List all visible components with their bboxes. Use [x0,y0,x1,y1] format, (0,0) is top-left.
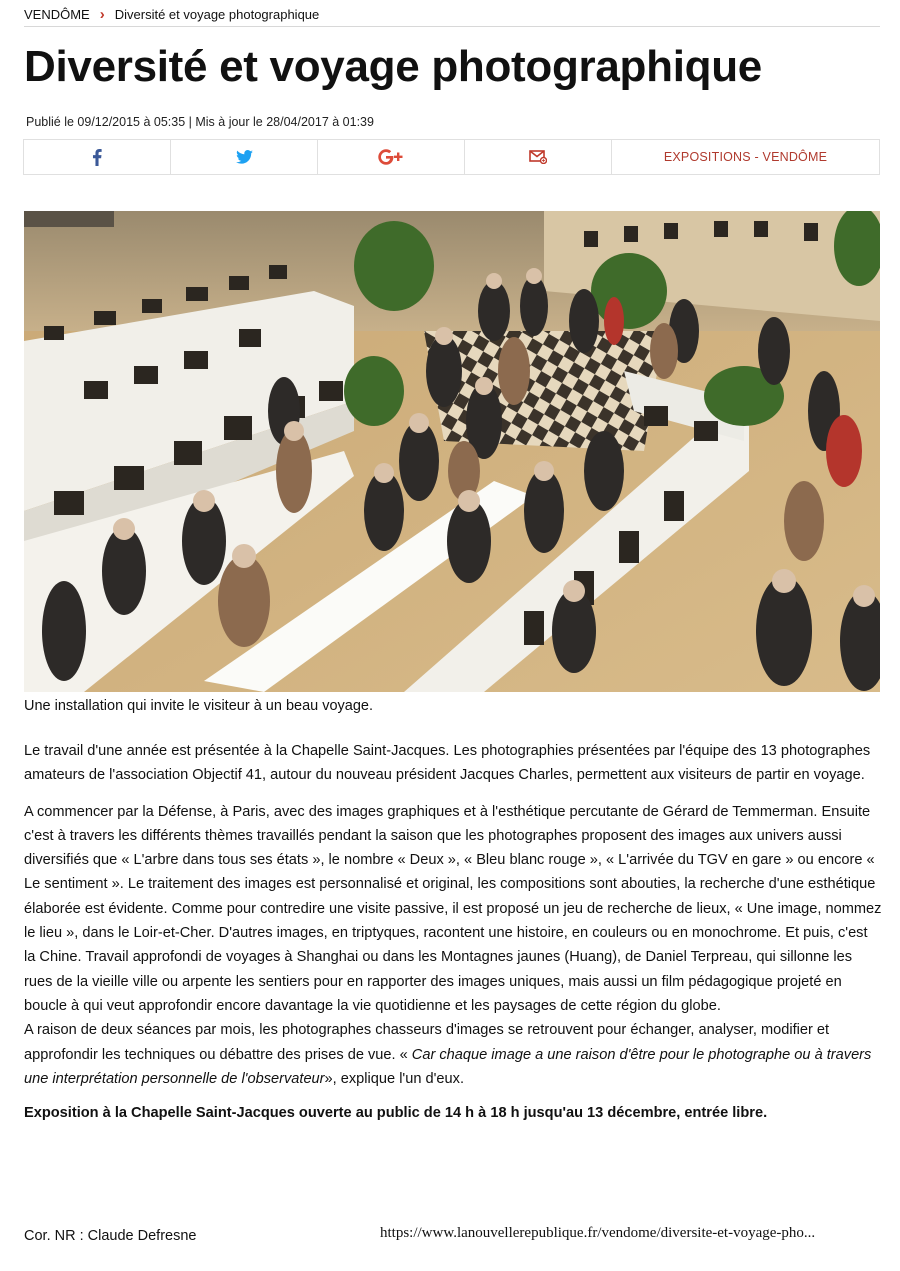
article-tags [612,140,879,174]
breadcrumb-current: Diversité et voyage photographique [114,7,320,22]
breadcrumb [24,4,880,27]
source-url: https://www.lanouvellerepublique.fr/vendome/diversite-et-voyage-pho... [380,1225,816,1241]
paragraph-text: A raison de deux séances par mois, les photographes chasseurs d'images se retrouvent pour échanger, analyser, modifier et approfondir les techniques ou débattre des prises de vue. « [24,1022,830,1063]
quote-text: Car chaque image a une raison d'être pour le photographe ou à travers une interprétation personnelle de l'observateur [24,1046,872,1087]
photo-caption: Une installation qui invite le visiteur à un beau voyage. [24,698,374,714]
tag-expositions-link[interactable]: EXPOSITIONS [663,150,751,164]
article-paragraph: A commencer par la Défense, à Paris, avec des images graphiques et à l'esthétique percutante de Gérard de Temmerman. Ensuite c'est à travers les différents thèmes travaillés pendant la saison que les photographes proposent des images aux univers aussi diversifiés que « L'arbre dans tous ses états », le nombre « Deux », « Bleu blanc rouge », « L'arrivée du TGV en gare » ou encore « Le sentiment ». Le traitement des images est personnalisé et original, les compositions sont abouties, la recherche d'une esthétique élaborée est évidente. Comme pour contredire une visite passive, il est proposé un jeu de recherche de lieux, « Une image, nommez le lieu », dans le Loir-et-Cher. D'autres images, en triptyques, racontent une histoire, en couleurs ou en monochrome. Et puis, c'est la Chine. Travail approfondi de voyages à Shanghai ou dans les Montagnes jaunes (Huang), de Daniel Terpreau, qui sillonne les rues de la vieille ville ou arpente les sentiers pour en rapporter des images uniques, mais aussi un film pédagogique projeté en boucle à qui veut approfondir encore davantage la vie quotidienne et les paysages de cette région du globe. [24,803,882,1014]
exhibition-info: Exposition à la Chapelle Saint-Jacques ouverte au public de 14 h à 18 h jusqu'au 13 décembre, entrée libre. [24,1105,768,1122]
share-twitter-button[interactable] [171,140,318,174]
email-icon [529,150,547,164]
google-plus-icon [378,149,404,165]
page-title: Diversité et voyage photographique [24,42,762,91]
article-photo [24,211,880,692]
article-paragraph [24,1018,882,1091]
article-paragraph: Le travail d'une année est présentée à la Chapelle Saint-Jacques. Les photographies présentées par l'équipe des 13 photographes amateurs de l'association Objectif 41, autour du nouveau président Jacques Charles, permettent aux visiteurs de partir en voyage. [24,743,871,784]
twitter-icon [236,150,253,164]
tag-vendome-link[interactable]: VENDÔME [762,150,828,164]
chevron-right-icon: › [99,6,105,23]
exhibition-photo-illustration [24,211,880,692]
paragraph-text: », explique l'un d'eux. [324,1070,464,1087]
publish-date: Publié le 09/12/2015 à 05:35 | Mis à jour le 28/04/2017 à 01:39 [26,115,374,129]
share-facebook-button[interactable] [24,140,171,174]
facebook-icon [91,149,103,166]
share-google-plus-button[interactable] [318,140,465,174]
author: Cor. NR : Claude Defresne [24,1228,197,1244]
share-bar [23,139,880,175]
breadcrumb-section-link[interactable]: VENDÔME [24,7,90,22]
article-body [24,739,882,1135]
article-paragraph [24,1101,882,1125]
share-email-button[interactable] [465,140,612,174]
tag-separator: - [750,150,763,164]
